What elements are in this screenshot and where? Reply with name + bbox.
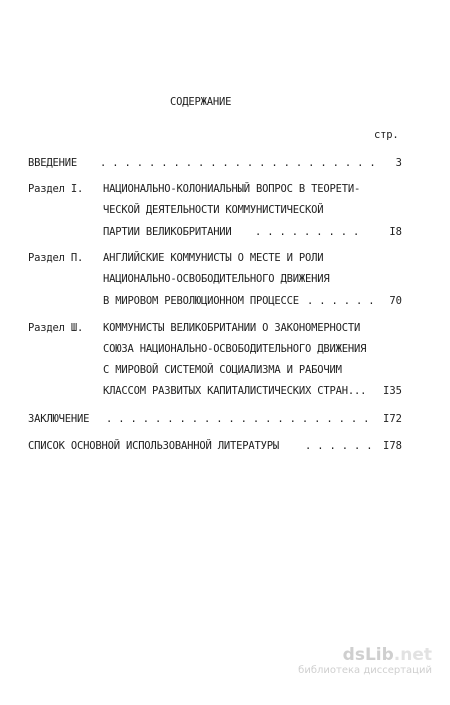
toc-entry-references-leader: . . . . . . xyxy=(305,440,373,452)
toc-entry-introduction-page: 3 xyxy=(395,157,402,169)
toc-entry-section2-line3: В МИРОВОМ РЕВОЛЮЦИОННОМ ПРОЦЕССЕ xyxy=(103,295,299,307)
watermark xyxy=(298,646,432,677)
toc-entry-section1-prefix: Раздел I. xyxy=(28,183,84,195)
toc-entry-section2-page: 70 xyxy=(389,295,402,307)
toc-entry-section2-leader: . . . . . . xyxy=(307,295,375,307)
toc-entry-section1-line1: НАЦИОНАЛЬНО-КОЛОНИАЛЬНЫЙ ВОПРОС В ТЕОРЕТИ- xyxy=(103,183,361,195)
toc-entry-section1-line2: ЧЕСКОЙ ДЕЯТЕЛЬНОСТИ КОММУНИСТИЧЕСКОЙ xyxy=(103,204,324,216)
toc-entry-conclusion-leader: . . . . . . . . . . . . . . . . . . . . . . xyxy=(106,413,370,425)
watermark-logo-main: dsLib xyxy=(342,645,394,665)
toc-entry-introduction-leader: . . . . . . . . . . . . . . . . . . . . . . . xyxy=(100,157,376,169)
watermark-logo xyxy=(298,646,432,664)
toc-entry-section1-line3: ПАРТИИ ВЕЛИКОБРИТАНИИ xyxy=(103,226,232,238)
toc-entry-section2-line1: АНГЛИЙСКИЕ КОММУНИСТЫ О МЕСТЕ И РОЛИ xyxy=(103,252,324,264)
toc-entry-section2-line2: НАЦИОНАЛЬНО-ОСВОБОДИТЕЛЬНОГО ДВИЖЕНИЯ xyxy=(103,273,330,285)
page-column-label: стр. xyxy=(374,129,399,141)
toc-entry-section3-page: I35 xyxy=(383,385,402,397)
toc-entry-section3-line3: С МИРОВОЙ СИСТЕМОЙ СОЦИАЛИЗМА И РАБОЧИМ xyxy=(103,364,342,376)
toc-entry-introduction-label: ВВЕДЕНИЕ xyxy=(28,157,77,169)
toc-entry-conclusion-page: I72 xyxy=(383,413,402,425)
toc-entry-section1-page: I8 xyxy=(389,226,402,238)
watermark-logo-suffix: .net xyxy=(393,645,432,665)
toc-entry-section3-line2: СОЮЗА НАЦИОНАЛЬНО-ОСВОБОДИТЕЛЬНОГО ДВИЖЕНИЯ xyxy=(103,343,367,355)
toc-entry-conclusion-label: ЗАКЛЮЧЕНИЕ xyxy=(28,413,90,425)
toc-entry-section2-prefix: Раздел П. xyxy=(28,252,84,264)
toc-entry-section3-line1: КОММУНИСТЫ ВЕЛИКОБРИТАНИИ О ЗАКОНОМЕРНОСТИ xyxy=(103,322,361,334)
toc-entry-section3-prefix: Раздел Ш. xyxy=(28,322,84,334)
toc-entry-section3-line4: КЛАССОМ РАЗВИТЫХ КАПИТАЛИСТИЧЕСКИХ СТРАН... xyxy=(103,385,367,397)
toc-entry-section1-leader: . . . . . . . . . xyxy=(255,226,360,238)
toc-entry-references-page: I78 xyxy=(383,440,402,452)
watermark-subtitle: библиотека диссертаций xyxy=(298,665,432,676)
toc-title: СОДЕРЖАНИЕ xyxy=(170,96,232,108)
toc-entry-references-label: СПИСОК ОСНОВНОЙ ИСПОЛЬЗОВАННОЙ ЛИТЕРАТУРЫ xyxy=(28,440,279,452)
